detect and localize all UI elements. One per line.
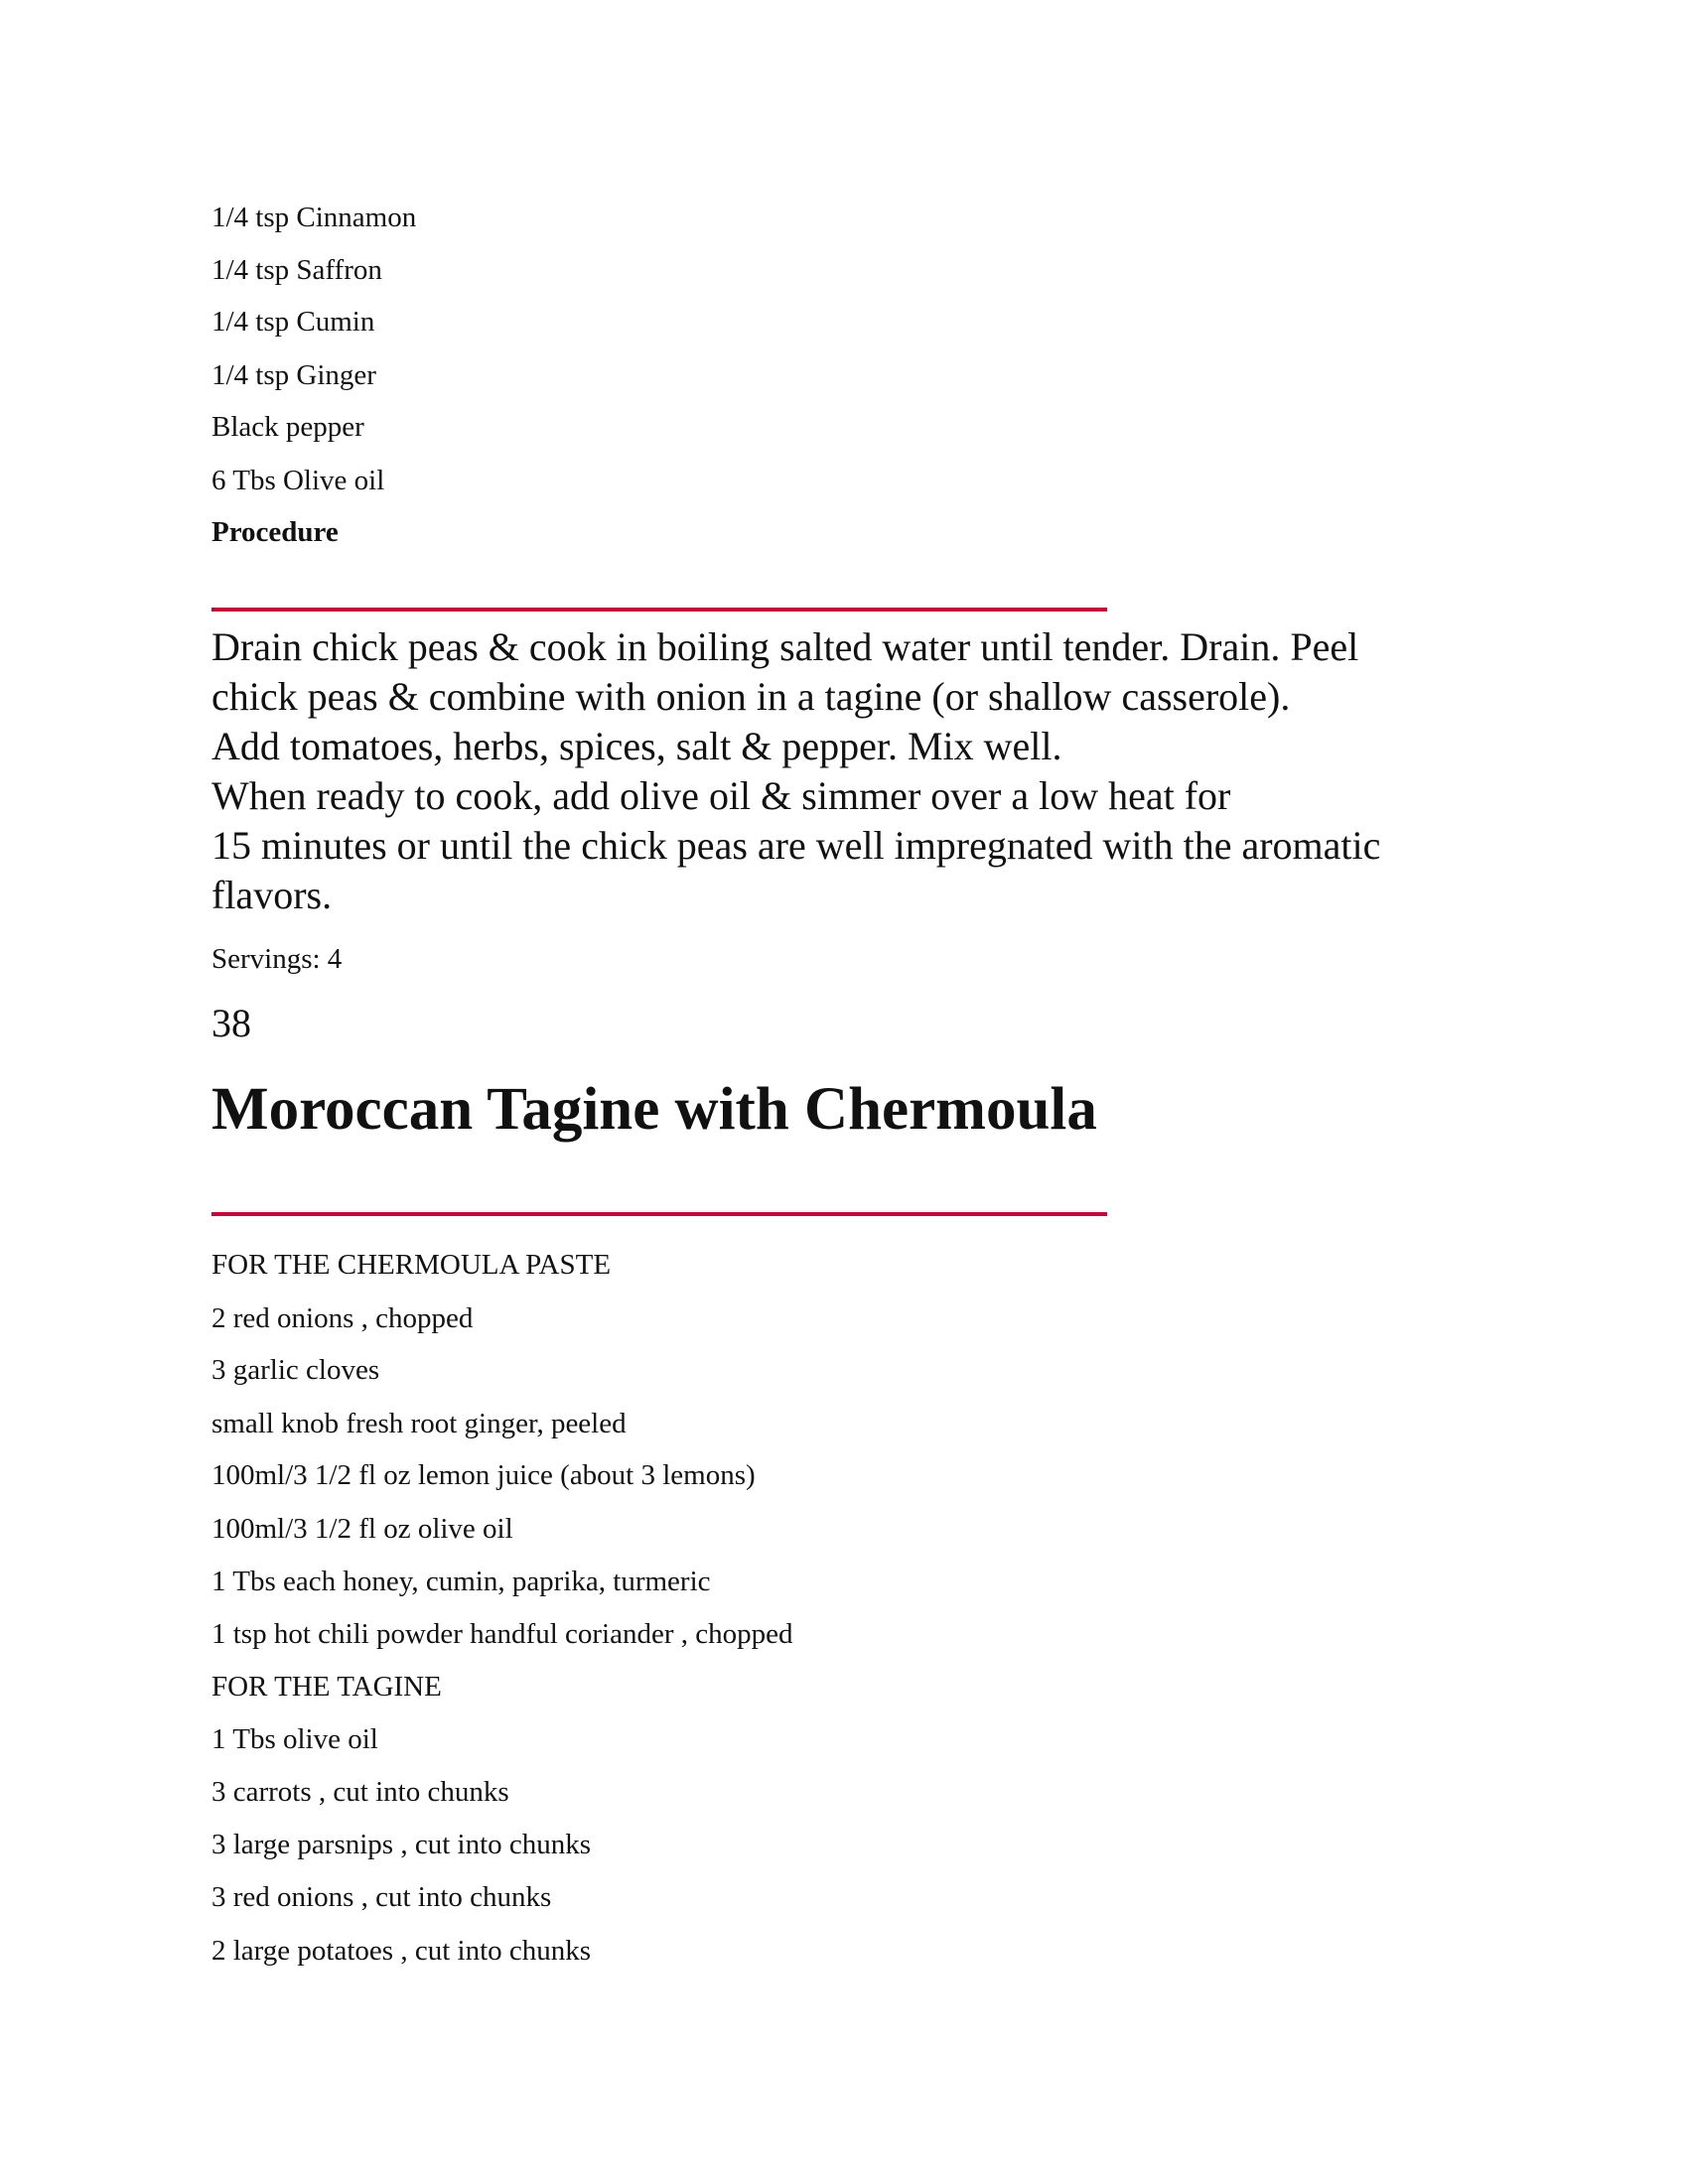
ingredient-line: 1 Tbs olive oil	[211, 1723, 378, 1755]
ingredient-line: 2 large potatoes , cut into chunks	[211, 1935, 592, 1967]
ingredient-line: 1/4 tsp Saffron	[211, 254, 382, 286]
page-number: 38	[211, 1001, 251, 1045]
recipe-title: Moroccan Tagine with Chermoula	[211, 1076, 1097, 1143]
ingredient-section-heading: FOR THE CHERMOULA PASTE	[211, 1249, 612, 1281]
procedure-line: Add tomatoes, herbs, spices, salt & pepper. Mix well.	[211, 724, 1062, 768]
ingredient-line: 1/4 tsp Ginger	[211, 359, 376, 391]
ingredient-line: 3 red onions , cut into chunks	[211, 1881, 552, 1913]
ingredient-line: 6 Tbs Olive oil	[211, 465, 385, 496]
procedure-line: chick peas & combine with onion in a tagine (or shallow casserole).	[211, 674, 1291, 719]
ingredient-line: 100ml/3 1/2 fl oz lemon juice (about 3 lemons)	[211, 1459, 756, 1491]
ingredient-section-heading: FOR THE TAGINE	[211, 1671, 442, 1703]
ingredient-line: 3 large parsnips , cut into chunks	[211, 1829, 592, 1860]
ingredient-line: 1 tsp hot chili powder handful coriander , chopped	[211, 1618, 793, 1650]
ingredient-line: 1 Tbs each honey, cumin, paprika, turmeric	[211, 1566, 711, 1597]
procedure-line: 15 minutes or until the chick peas are well impregnated with the aromatic	[211, 823, 1381, 868]
ingredient-line: 100ml/3 1/2 fl oz olive oil	[211, 1513, 513, 1545]
ingredient-line: 3 carrots , cut into chunks	[211, 1776, 509, 1808]
servings-text: Servings: 4	[211, 943, 343, 975]
ingredient-line: 1/4 tsp Cinnamon	[211, 202, 417, 233]
ingredient-line: small knob fresh root ginger, peeled	[211, 1408, 627, 1439]
ingredient-line: Black pepper	[211, 411, 364, 443]
ingredient-line: 3 garlic cloves	[211, 1354, 380, 1386]
ingredient-line: 1/4 tsp Cumin	[211, 306, 375, 338]
section-divider	[211, 608, 1107, 612]
procedure-line: Drain chick peas & cook in boiling salted water until tender. Drain. Peel	[211, 624, 1359, 669]
section-divider	[211, 1212, 1107, 1216]
ingredient-line: 2 red onions , chopped	[211, 1302, 474, 1334]
procedure-heading: Procedure	[211, 516, 339, 548]
procedure-line: When ready to cook, add olive oil & simmer over a low heat for	[211, 773, 1231, 818]
procedure-line: flavors.	[211, 873, 333, 917]
